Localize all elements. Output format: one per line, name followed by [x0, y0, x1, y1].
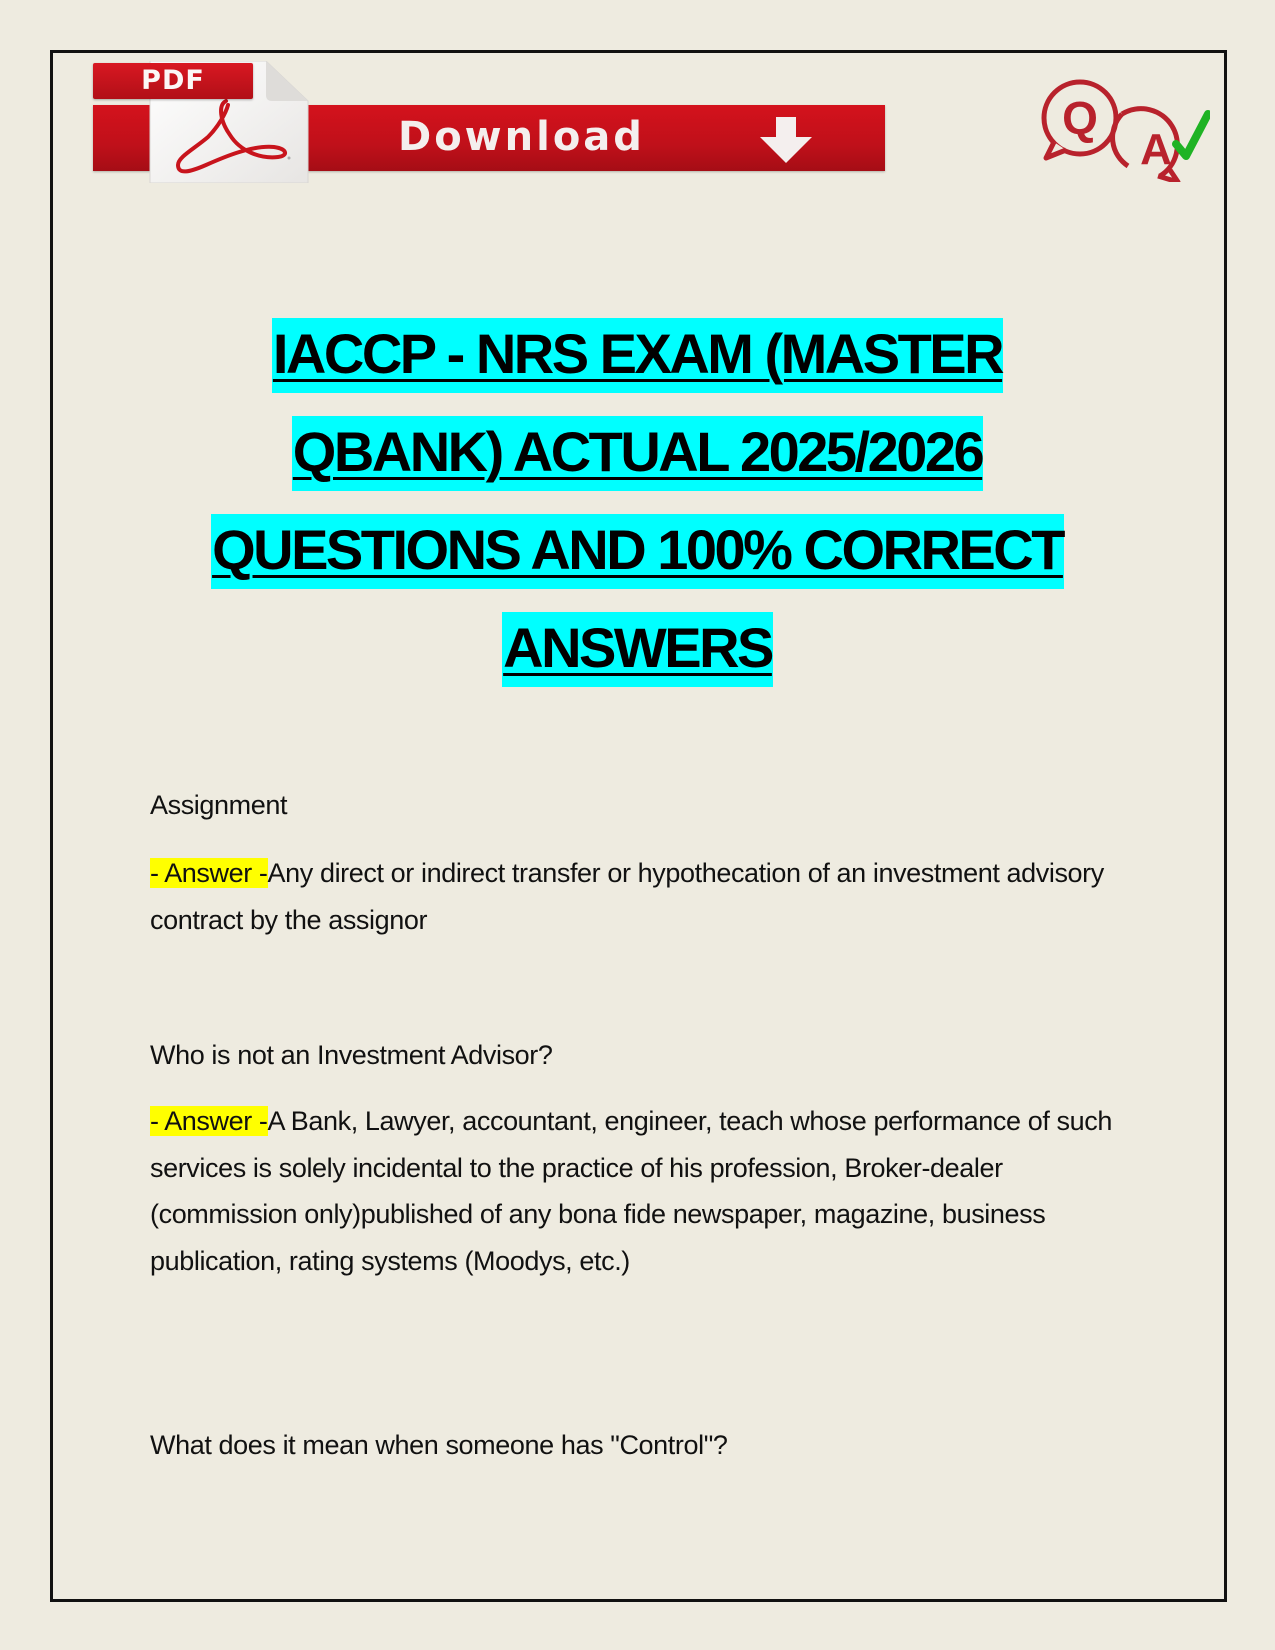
question-text: Who is not an Investment Advisor?	[150, 1040, 553, 1070]
answer-block	[150, 1098, 1130, 1284]
svg-text:Q: Q	[1062, 92, 1098, 144]
download-arrow-icon[interactable]	[758, 117, 814, 163]
svg-text:A: A	[1140, 125, 1172, 174]
pdf-label-tab	[93, 63, 253, 99]
answer-block	[150, 850, 1130, 943]
title-line-4: ANSWERS	[60, 599, 1215, 697]
qa-item-2	[150, 1038, 1130, 1284]
pdf-label-text: PDF	[141, 65, 205, 96]
answer-tag-highlight: - Answer -	[150, 858, 268, 888]
qa-item-1	[150, 788, 1130, 943]
pdf-download-banner[interactable]	[93, 61, 885, 186]
document-title	[60, 305, 1215, 697]
question-text: Assignment	[150, 790, 288, 820]
question-text: What does it mean when someone has "Control"?	[150, 1430, 728, 1460]
pdf-file-icon	[141, 61, 309, 183]
title-line-3: QUESTIONS AND 100% CORRECT	[60, 501, 1215, 599]
qa-item-3	[150, 1428, 1130, 1462]
a-speech-bubble-icon	[1113, 109, 1178, 182]
q-speech-bubble-icon	[1044, 82, 1116, 158]
title-line-2: QBANK) ACTUAL 2025/2026	[60, 403, 1215, 501]
answer-text: Any direct or indirect transfer or hypothecation of an investment advisory contract by the assignor	[150, 858, 1104, 935]
checkmark-icon	[1176, 114, 1208, 156]
answer-text: A Bank, Lawyer, accountant, engineer, teach whose performance of such services is solely incidental to the practice of his profession, Broker-dealer (commission only)published of any bona fide newspaper, magazine, business publication, rating systems (Moodys, etc.)	[150, 1106, 1112, 1276]
title-line-1: IACCP - NRS EXAM (MASTER	[60, 305, 1215, 403]
download-label[interactable]: Download	[398, 114, 645, 160]
answer-tag-highlight: - Answer -	[150, 1106, 268, 1136]
qa-logo-icon	[1040, 78, 1210, 182]
